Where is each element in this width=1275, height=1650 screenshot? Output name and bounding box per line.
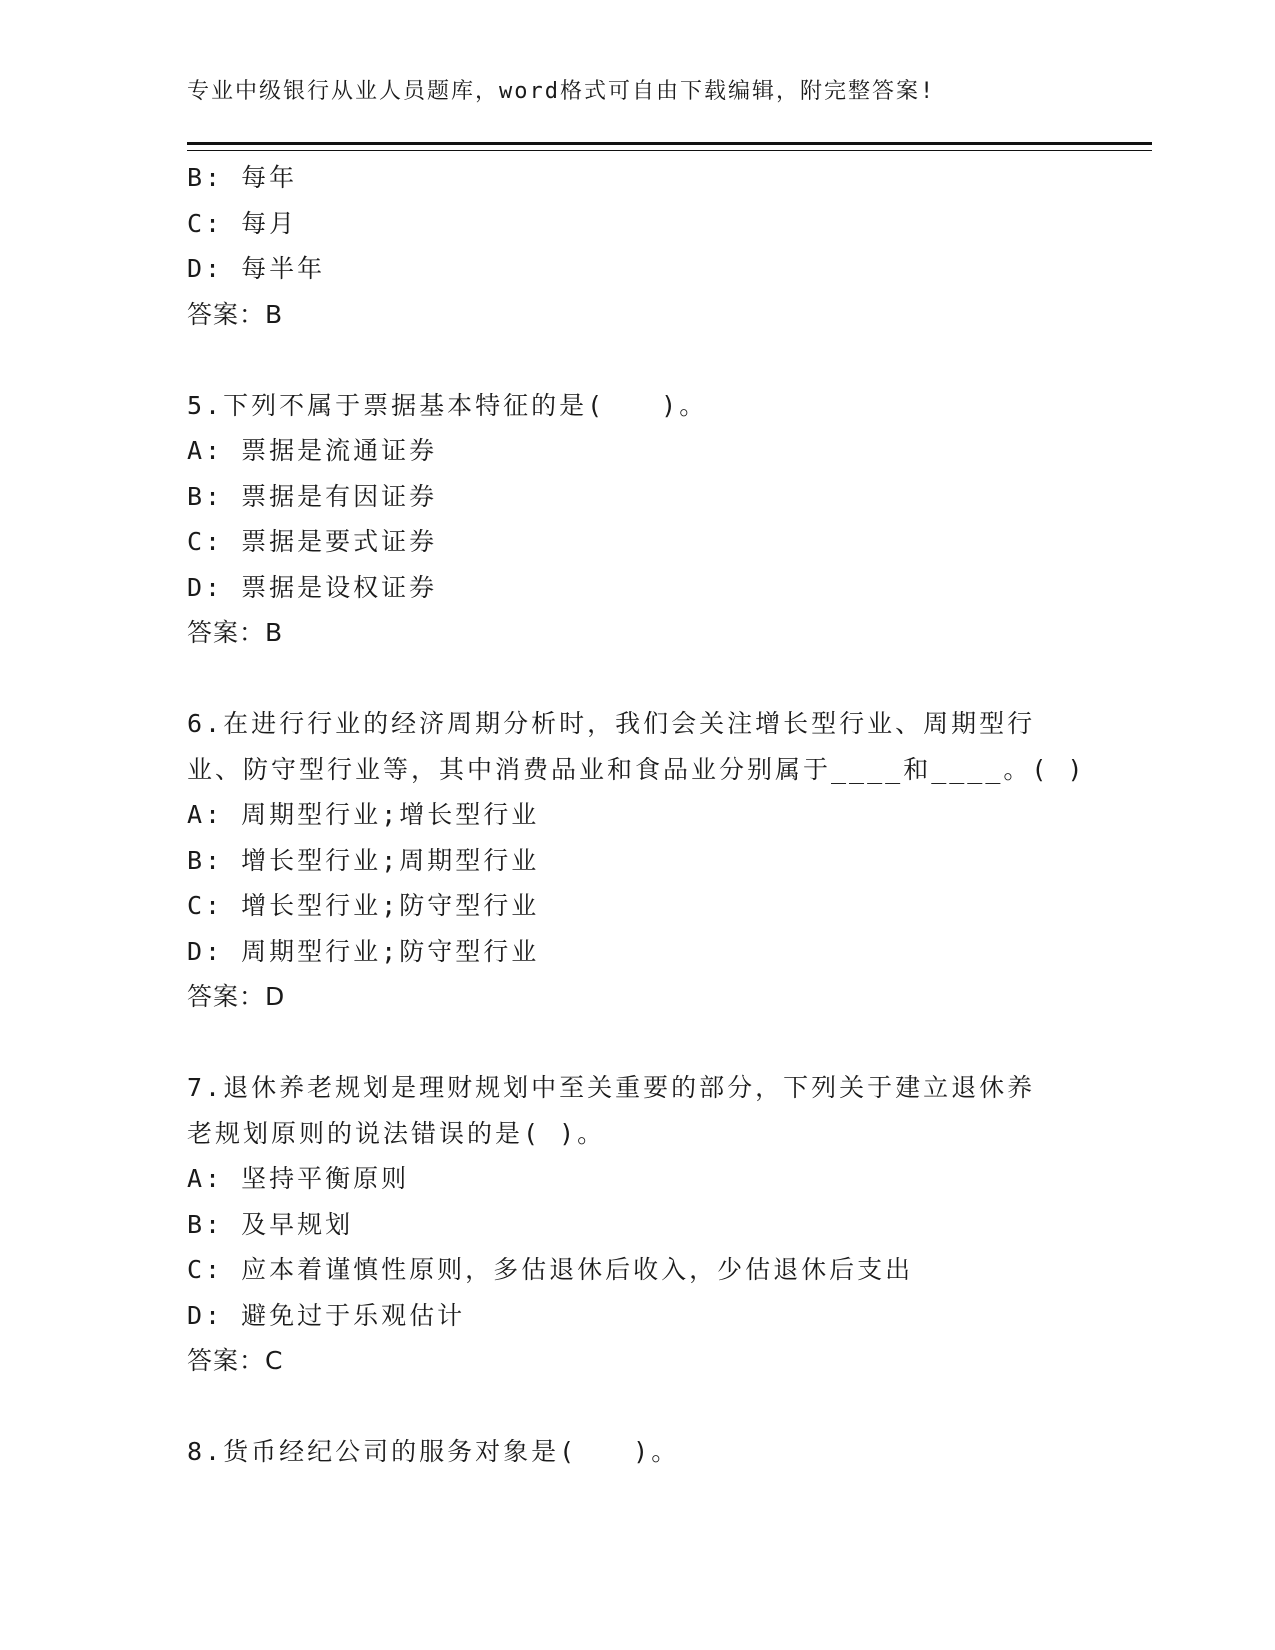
question-text: 7.退休养老规划是理财规划中至关重要的部分，下列关于建立退休养 bbox=[187, 1073, 1036, 1102]
spacer bbox=[187, 1020, 1087, 1066]
answer-line: 答案：B bbox=[187, 299, 284, 329]
spacer bbox=[187, 337, 1087, 383]
option-line: A: 票据是流通证券 bbox=[187, 436, 438, 465]
option-line: D: 避免过于乐观估计 bbox=[187, 1300, 466, 1330]
answer-line: 答案：C bbox=[187, 1346, 284, 1375]
option-line: A: 坚持平衡原则 bbox=[187, 1164, 410, 1193]
option-line: D: 周期型行业;防守型行业 bbox=[187, 936, 540, 966]
option-line: B: 增长型行业;周期型行业 bbox=[187, 845, 540, 875]
option-line: B: 票据是有因证券 bbox=[187, 481, 438, 511]
header-divider bbox=[187, 142, 1152, 151]
question-list bbox=[187, 155, 1087, 1475]
page-header: 专业中级银行从业人员题库，word格式可自由下载编辑，附完整答案! bbox=[187, 79, 936, 104]
option-line: B: 每年 bbox=[187, 163, 298, 192]
spacer bbox=[187, 656, 1087, 702]
option-line: C: 应本着谨慎性原则，多估退休后收入，少估退休后支出 bbox=[187, 1255, 914, 1284]
spacer bbox=[187, 1384, 1087, 1430]
option-line: A: 周期型行业;增长型行业 bbox=[187, 800, 540, 829]
question-text: 8.货币经纪公司的服务对象是( )。 bbox=[187, 1437, 680, 1466]
option-line: C: 增长型行业;防守型行业 bbox=[187, 891, 540, 920]
option-line: C: 票据是要式证券 bbox=[187, 527, 438, 556]
question-text: 业、防守型行业等，其中消费品业和食品业分别属于____和____。( ) bbox=[187, 754, 1086, 784]
question-text: 5.下列不属于票据基本特征的是( )。 bbox=[187, 390, 708, 420]
answer-line: 答案：B bbox=[187, 618, 284, 647]
answer-line: 答案：D bbox=[187, 982, 286, 1011]
option-line: D: 票据是设权证券 bbox=[187, 572, 438, 602]
question-text: 6.在进行行业的经济周期分析时，我们会关注增长型行业、周期型行 bbox=[187, 709, 1036, 738]
option-line: C: 每月 bbox=[187, 208, 298, 238]
option-line: D: 每半年 bbox=[187, 254, 326, 283]
question-text: 老规划原则的说法错误的是( )。 bbox=[187, 1118, 606, 1148]
option-line: B: 及早规划 bbox=[187, 1209, 354, 1239]
